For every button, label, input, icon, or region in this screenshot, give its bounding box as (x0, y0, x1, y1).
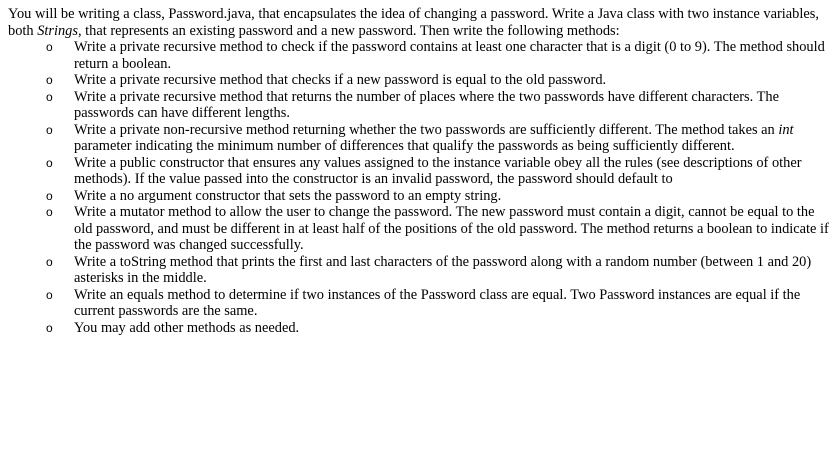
intro-text-emphasis: Strings (37, 22, 78, 39)
intro-text-part2: , that represents an existing password and a new password. Then write the following methods: (77, 22, 620, 39)
list-item (8, 39, 836, 72)
list-item (8, 320, 836, 337)
list-item-text: Write a private recursive method that checks if a new password is equal to the old password. (74, 72, 607, 88)
list-item (8, 155, 836, 188)
bullet-icon: o (46, 73, 53, 87)
list-item-text: Write a toString method that prints the first and last characters of the password along with a random number (between 1 and 20) asterisks in the middle. (74, 253, 812, 286)
list-item (8, 287, 836, 320)
intro-paragraph (8, 6, 836, 39)
list-item-text: Write a private recursive method that returns the number of places where the two passwords have different characters. The passwords can have different lengths. (74, 88, 779, 121)
list-item-text-pre: Write a private non-recursive method returning whether the two passwords are sufficiently different. The method takes an (74, 121, 779, 138)
bullet-icon: o (46, 122, 53, 137)
list-item-text: You may add other methods as needed. (74, 319, 300, 336)
bullet-icon: o (46, 287, 53, 302)
bullet-icon: o (46, 155, 53, 170)
list-item (8, 72, 836, 89)
list-item (8, 204, 836, 254)
list-item (8, 89, 836, 122)
list-item (8, 254, 836, 287)
bullet-icon: o (46, 188, 53, 203)
list-item-text-emphasis: int (778, 121, 794, 138)
intro-text-part1: You will be writing a class, Password.java, that encapsulates the idea of changing a password. Write a Java class with two instance variables, both (8, 6, 819, 39)
list-item-text: Write a no argument constructor that sets the password to an empty string. (74, 187, 502, 204)
bullet-icon: o (46, 254, 53, 269)
bullet-icon: o (46, 205, 53, 219)
bullet-icon: o (46, 320, 53, 335)
bullet-icon: o (46, 89, 53, 104)
list-item (8, 188, 836, 205)
list-item-text: Write a mutator method to allow the user to change the password. The new password must contain a digit, cannot be equal to the old password, and must be different in at least half of the positions of the old password. The method returns a boolean to indicate if the password was changed successfully. (74, 204, 829, 253)
list-item-text: Write a public constructor that ensures any values assigned to the instance variable obey all the rules (see descriptions of other methods). If the value passed into the constructor is an invalid password, the password should default to (74, 154, 802, 187)
list-item-text-post: parameter indicating the minimum number of differences that qualify the passwords as being sufficiently different. (74, 138, 735, 154)
list-item-text: Write a private recursive method to check if the password contains at least one character that is a digit (0 to 9). The method should return a boolean. (74, 39, 825, 72)
list-item (8, 122, 836, 155)
method-requirements-list (8, 39, 836, 336)
bullet-icon: o (46, 40, 53, 54)
list-item-text: Write an equals method to determine if two instances of the Password class are equal. Two Password instances are equal if the current passwords are the same. (74, 286, 801, 319)
assignment-document (8, 6, 836, 336)
